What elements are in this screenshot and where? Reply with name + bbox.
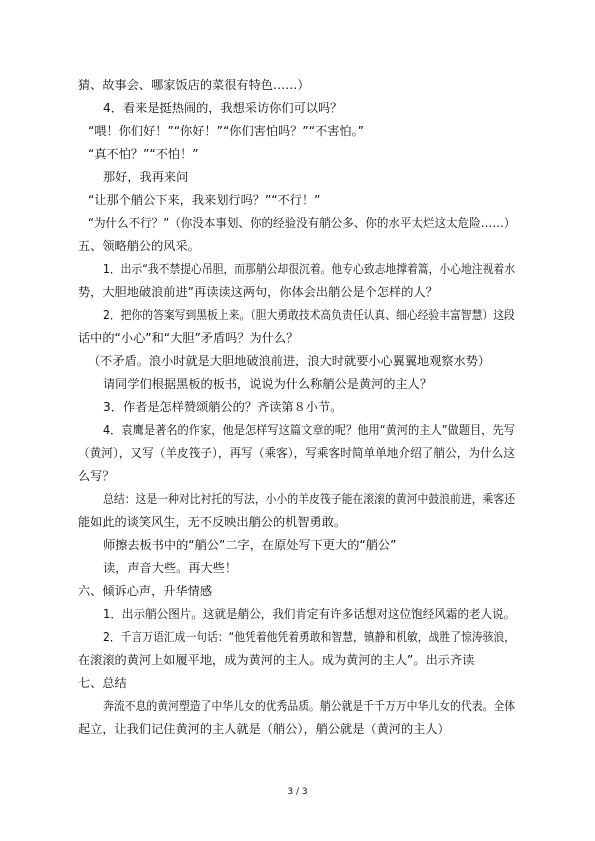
text-line: 奔流不息的黄河塑造了中华儿女的优秀品质。艄公就是千千万万中华儿女的代表。全体 bbox=[103, 699, 516, 713]
text-line: “为什么不行？”（你没本事划、你的经验没有艄公多、你的水平太烂这太危险……） bbox=[88, 216, 516, 230]
text-line: 师擦去板书中的“艄公”二字，在原处写下更大的“艄公” bbox=[103, 538, 397, 552]
text-line: “让那个艄公下来，我来划行吗？”“不行！” bbox=[88, 193, 321, 207]
text-line: 读，声音大些。再大些！ bbox=[103, 561, 238, 575]
text-line: 能如此的谈笑风生，无不反映出艄公的机智勇敢。 bbox=[78, 515, 347, 529]
text-line: 请同学们根据黑板的板书，说说为什么称艄公是黄河的主人？ bbox=[103, 377, 433, 391]
text-line: 3．作者是怎样赞颂艄公的？齐读第８小节。 bbox=[103, 400, 343, 414]
text-line: 在滚滚的黄河上如履平地，成为黄河的主人。成为黄河的主人”。出示齐读 bbox=[78, 653, 475, 667]
text-line: “喂！你们好！”“你好！”“你们害怕吗？”“不害怕。” bbox=[88, 124, 364, 138]
section-heading: 七、总结 bbox=[78, 676, 127, 690]
section-heading: 六、倾诉心声，升华情感 bbox=[78, 584, 213, 598]
text-line: 4．袁鹰是著名的作家，他是怎样写这篇文章的呢？他用“黄河的主人”做题目，先写 bbox=[103, 423, 515, 437]
text-line: 2．千言万语汇成一句话：“他凭着他凭着勇敢和智慧，镇静和机敏，战胜了惊涛骇浪， bbox=[103, 630, 516, 644]
text-line: 起立，让我们记住黄河的主人就是（艄公），艄公就是（黄河的主人） bbox=[78, 722, 450, 736]
text-line: 势，大胆地破浪前进”再读读这两句，你体会出艄公是个怎样的人？ bbox=[78, 285, 438, 299]
text-line: （黄河），又写（羊皮筏子），再写（乘客），写乘客时简单单地介绍了艄公，为什么这 bbox=[78, 446, 515, 460]
section-heading: 五、领略艄公的风采。 bbox=[78, 239, 200, 253]
page-number: 3 / 3 bbox=[287, 787, 308, 797]
text-line: 猜、故事会、哪家饭店的菜很有特色……） bbox=[78, 78, 310, 92]
text-line: 2．把你的答案写到黑板上来。（胆大勇敢技术高负责任认真、细心经验丰富智慧）这段 bbox=[103, 308, 515, 322]
text-line: 话中的“小心”和“大胆”矛盾吗？为什么？ bbox=[78, 331, 299, 345]
text-line: 么写？ bbox=[78, 469, 115, 483]
text-line: （不矛盾。浪小时就是大胆地破浪前进，浪大时就要小心翼翼地观察水势） bbox=[88, 354, 491, 368]
text-line: 1．出示艄公图片。这就是艄公，我们肯定有许多话想对这位饱经风霜的老人说。 bbox=[103, 607, 516, 621]
text-line: 那好，我再来问 bbox=[103, 170, 189, 184]
text-line: “真不怕？”“不怕！” bbox=[88, 147, 199, 161]
text-line: 总结：这是一种对比衬托的写法，小小的羊皮筏子能在滚滚的黄河中鼓浪前进，乘客还 bbox=[103, 492, 516, 506]
text-line: 1．出示“我不禁提心吊胆，而那艄公却很沉着。他专心致志地撑着篙，小心地注视着水 bbox=[103, 262, 516, 276]
text-line: 4．看来是挺热闹的，我想采访你们可以吗？ bbox=[103, 101, 343, 115]
